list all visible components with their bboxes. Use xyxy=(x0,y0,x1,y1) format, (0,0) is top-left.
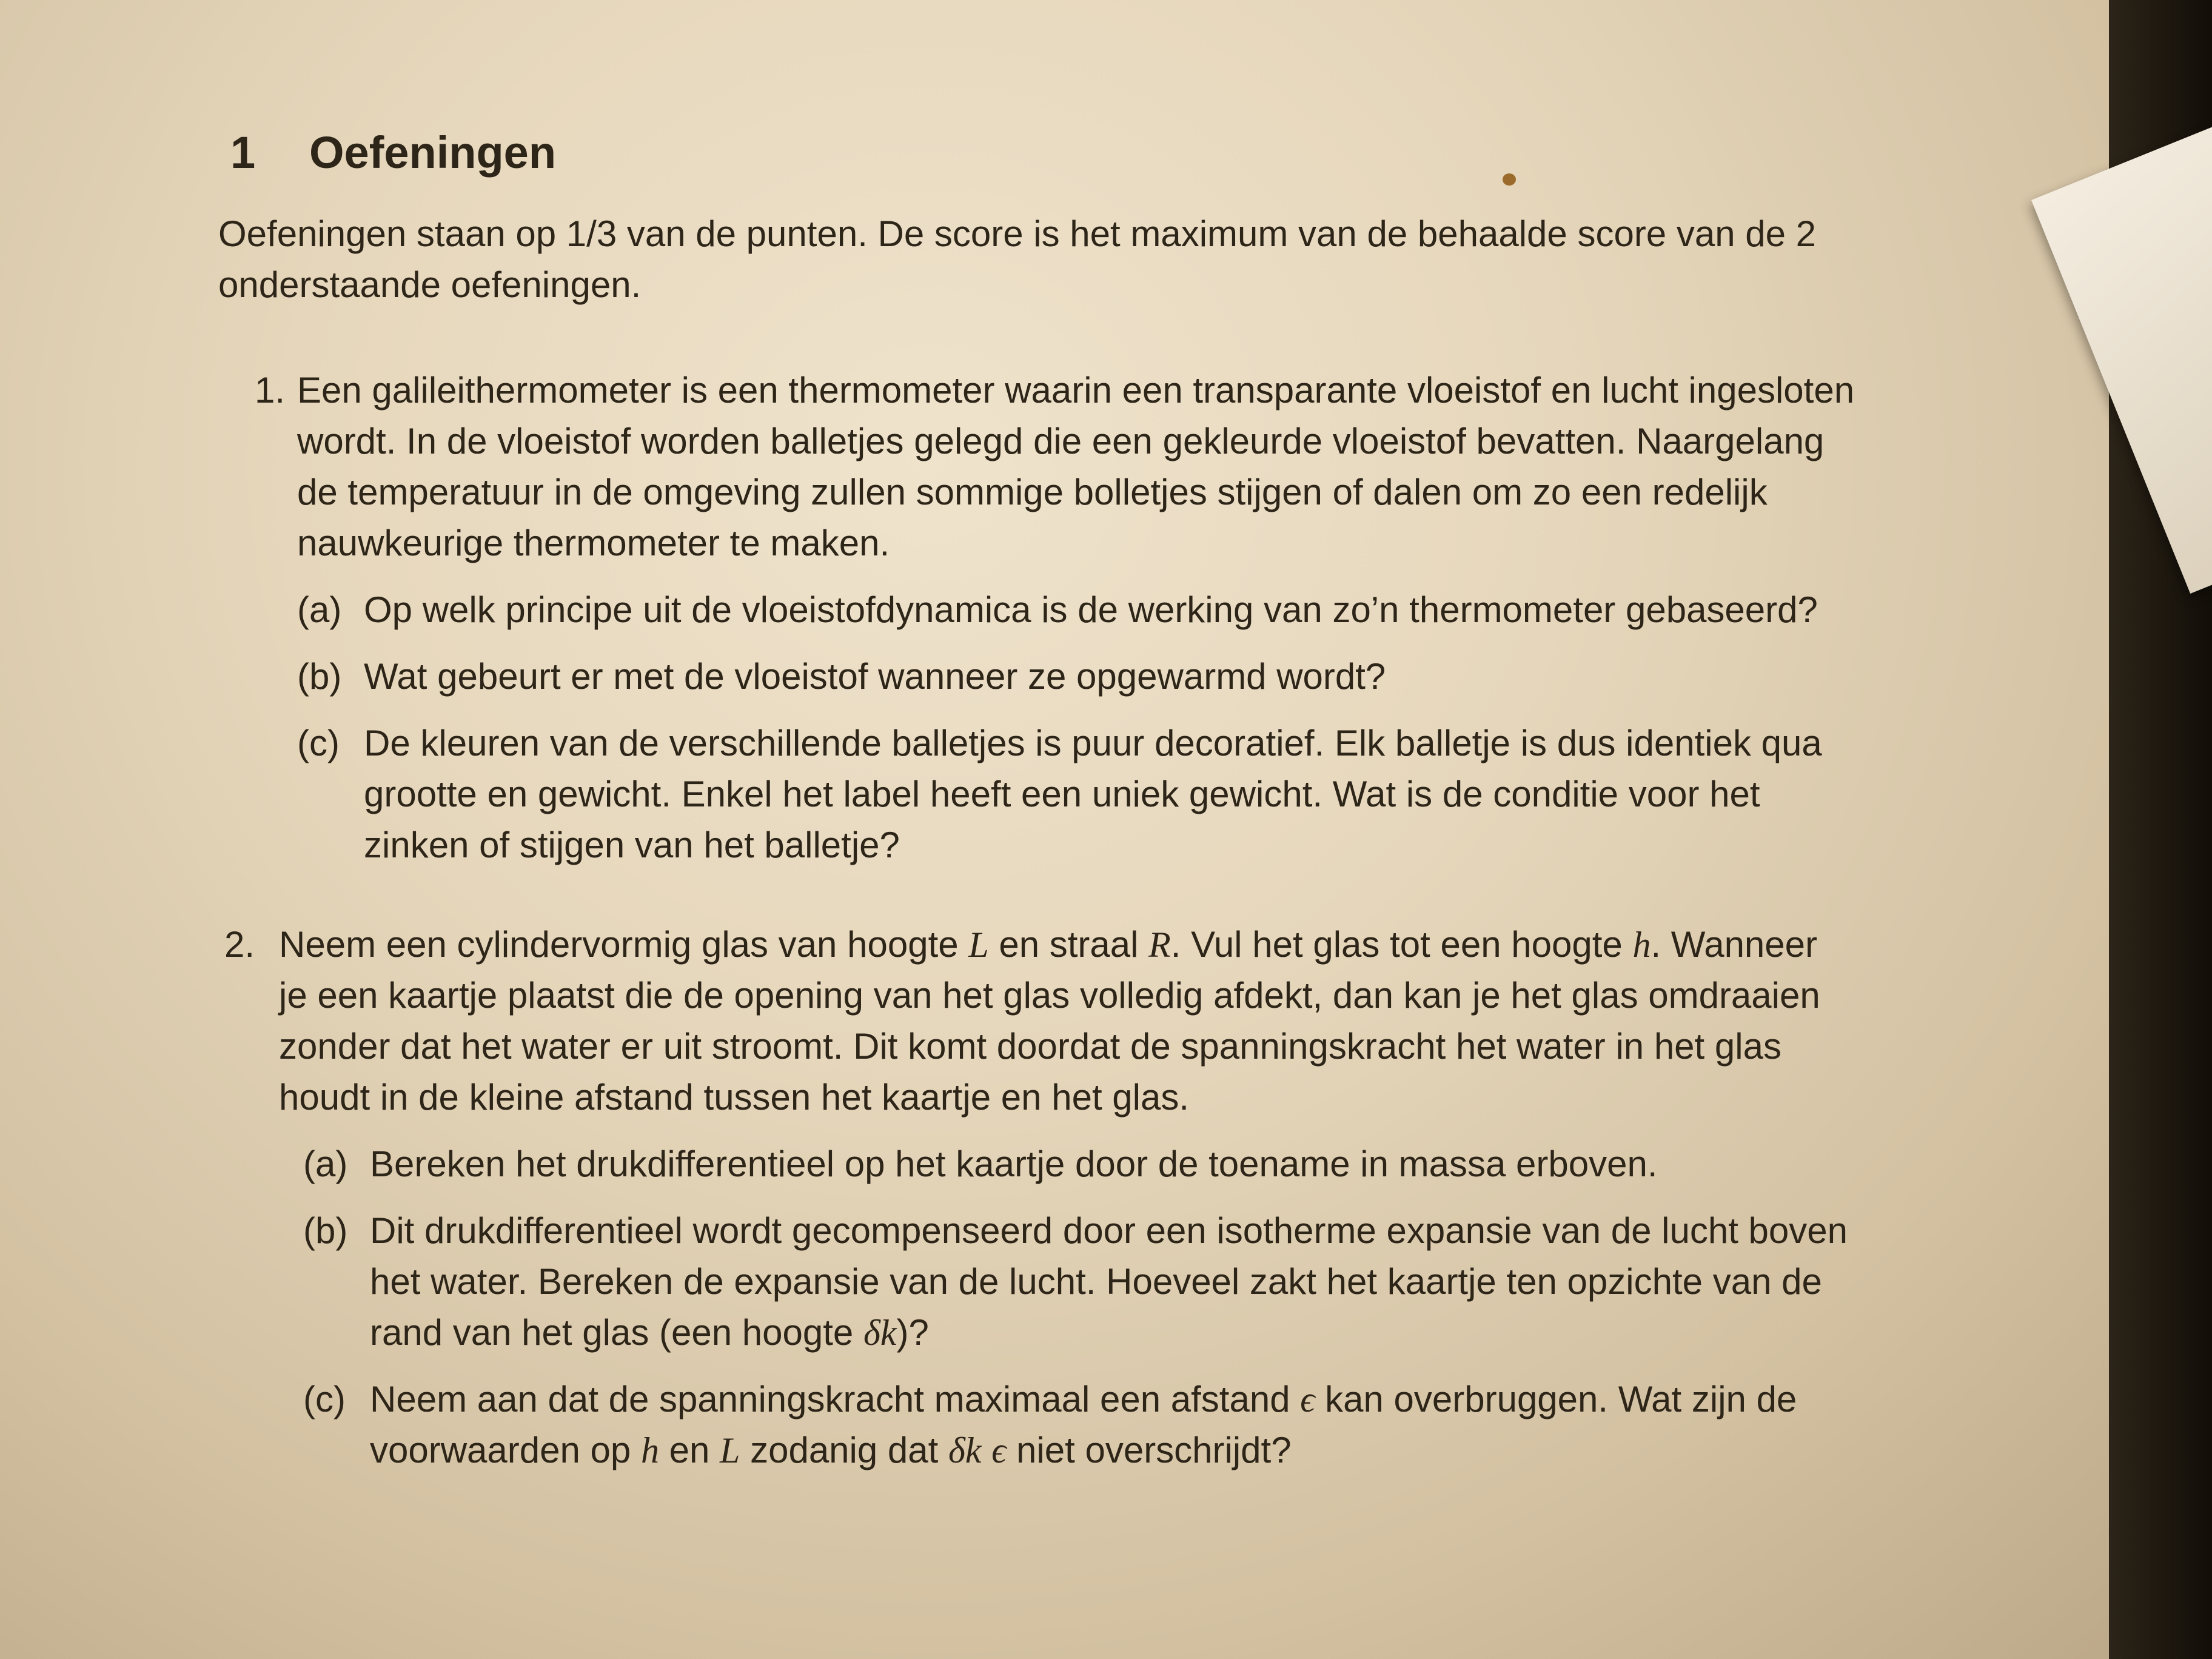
section-number: 1 xyxy=(230,127,256,178)
math-variable: L xyxy=(720,1430,740,1470)
part-text: De kleuren van de verschillende balletjes is puur decoratief. Elk balletje is dus identiek qua grootte en gewicht. Enkel het label heeft een uniek gewicht. Wat is de conditie voor het zinken of stijgen van het balletje? xyxy=(364,723,1822,865)
text-run: Dit drukdifferentieel wordt gecompenseerd door een isotherme expansie van de lucht boven het water. Bereken de expansie van de lucht. Hoeveel zakt het kaartje ten opzichte van de rand van het glas (een hoogte xyxy=(370,1210,1848,1353)
exercise-part xyxy=(297,718,1855,871)
exercise-part xyxy=(303,1374,1855,1476)
intro-paragraph: Oefeningen staan op 1/3 van de punten. De score is het maximum van de behaalde score van de 2 onderstaande oefeningen. xyxy=(218,213,1817,305)
part-text: Op welk principe uit de vloeistofdynamica is de werking van zo’n thermometer gebaseerd? xyxy=(364,589,1818,630)
part-label: (c) xyxy=(303,1379,346,1419)
exercise-number: 2. xyxy=(224,924,255,965)
math-variable: δk xyxy=(863,1313,897,1353)
exercise-number: 1. xyxy=(255,370,286,411)
exercise-1 xyxy=(218,365,1855,871)
math-variable: R xyxy=(1148,925,1171,965)
text-run: Neem aan dat de spanningskracht maximaal een afstand xyxy=(370,1379,1301,1419)
text-run: )? xyxy=(896,1312,929,1353)
math-variable: L xyxy=(968,925,989,965)
text-run: niet overschrijdt? xyxy=(1006,1430,1292,1470)
part-text: Bereken het drukdifferentieel op het kaartje door de toename in massa erboven. xyxy=(370,1144,1658,1184)
math-variable: δk xyxy=(948,1430,982,1470)
exercise-text: Een galileithermometer is een thermometer waarin een transparante vloeistof en lucht ingesloten wordt. In de vloeistof worden balletjes gelegd die een gekleurde vloeistof bevatten. Naargelang de temperatuur in de omgeving zullen sommige bolletjes stijgen of dalen om zo een redelijk nauwkeurige thermometer te maken. xyxy=(297,370,1855,563)
text-run: en straal xyxy=(988,924,1149,965)
exercise-part xyxy=(303,1205,1855,1358)
part-label: (a) xyxy=(303,1144,348,1184)
exercise-2 xyxy=(218,919,1855,1476)
section-title: Oefeningen xyxy=(309,127,557,178)
text-run: . Wanneer je een kaartje plaatst die de opening van het glas volledig afdekt, dan kan je het glas omdraaien zonder dat het water er uit stroomt. Dit komt doordat de spanningskracht het water in het glas houdt in de kleine afstand tussen het kaartje en het glas. xyxy=(279,924,1820,1118)
math-variable: ϵ xyxy=(991,1430,1007,1470)
text-run xyxy=(982,1430,992,1470)
text-run: en xyxy=(659,1430,720,1470)
exercise-part xyxy=(297,651,1855,702)
text-run: kan overbruggen. Wat zijn de voorwaarden op xyxy=(370,1379,1797,1470)
exercise-text xyxy=(279,919,1855,1123)
math-variable: h xyxy=(1632,925,1651,965)
math-variable: h xyxy=(640,1430,659,1470)
text-run: . Vul het glas tot een hoogte xyxy=(1170,924,1633,965)
part-label: (b) xyxy=(303,1210,348,1251)
part-label: (a) xyxy=(297,589,342,630)
text-run: zodanig dat xyxy=(740,1430,948,1470)
document-page xyxy=(218,109,1855,1500)
exercise-part xyxy=(297,585,1855,635)
part-text: Wat gebeurt er met de vloeistof wanneer ze opgewarmd wordt? xyxy=(364,656,1386,697)
text-run: Neem een cylindervormig glas van hoogte xyxy=(279,924,969,965)
math-variable: ϵ xyxy=(1300,1379,1315,1419)
part-text xyxy=(370,1379,1797,1470)
part-label: (c) xyxy=(297,723,340,763)
section-heading xyxy=(230,127,1855,178)
part-text xyxy=(370,1210,1848,1353)
exercise-part xyxy=(303,1139,1855,1190)
part-label: (b) xyxy=(297,656,342,697)
